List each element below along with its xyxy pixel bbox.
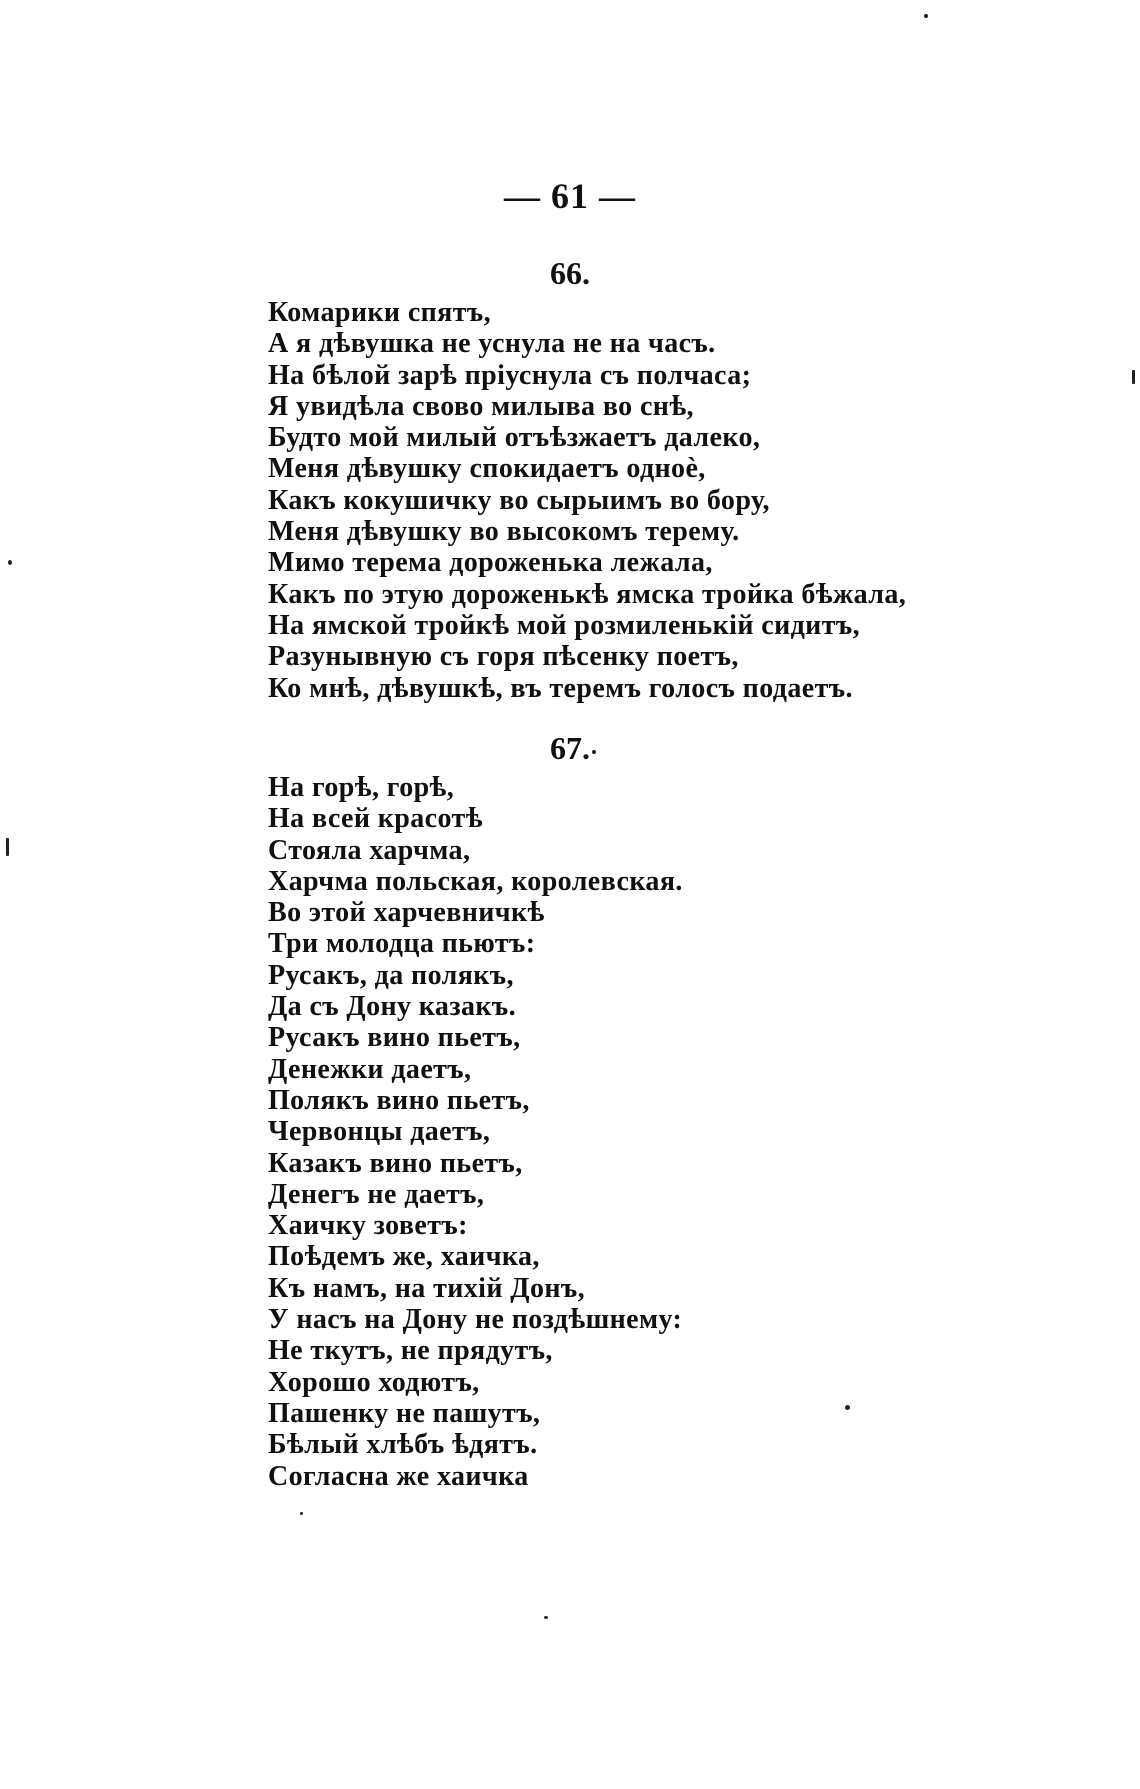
poem-line: Поѣдемъ же, хаичка, xyxy=(268,1241,540,1273)
poem-line: Русакъ вино пьетъ, xyxy=(268,1022,521,1054)
poem-line: Какъ кокушичку во сырыимъ во бору, xyxy=(268,484,770,516)
poem-number: 67. xyxy=(550,730,590,766)
scan-speck xyxy=(845,1405,850,1410)
scan-speck xyxy=(924,14,928,18)
poem-line: Разунывную съ горя пѣсенку поетъ, xyxy=(268,641,739,673)
poem-line: Будто мой милый отъѣзжаетъ далеко, xyxy=(268,422,761,454)
poem-line: Три молодца пьютъ: xyxy=(268,928,536,960)
poem-line: Къ намъ, на тихій Донъ, xyxy=(268,1272,586,1304)
scan-speck xyxy=(1132,370,1135,384)
scan-speck xyxy=(592,750,596,754)
page-number: — 61 — xyxy=(504,176,636,216)
poem-line: На бѣлой зарѣ пріуснула съ полчаса; xyxy=(268,359,752,391)
poem-line: На горѣ, горѣ, xyxy=(268,772,455,803)
poem-line: Во этой харчевничкѣ xyxy=(268,897,545,929)
poem-line: Я увидѣла свово милыва во снѣ, xyxy=(268,390,694,422)
poem-line: Червонцы даетъ, xyxy=(268,1116,491,1148)
scan-speck xyxy=(6,838,9,856)
poem-number: 66. xyxy=(550,255,590,291)
poem-line: Комарики спятъ, xyxy=(268,297,492,328)
poem-text xyxy=(268,297,906,704)
poem-line: На ямской тройкѣ мой розмиленькій сидитъ, xyxy=(268,609,860,641)
poem-line: Да съ Дону казакъ. xyxy=(268,991,517,1023)
poem-line: Полякъ вино пьетъ, xyxy=(268,1084,530,1116)
poem-text xyxy=(268,772,683,1492)
poem-line: Какъ по этую дороженькѣ ямска тройка бѣжала, xyxy=(268,578,907,610)
poem-line: А я дѣвушка не уснула не на часъ. xyxy=(268,328,716,360)
poem-line: Мимо терема дороженька лежала, xyxy=(268,547,713,579)
poem-line: Ко мнѣ, дѣвушкѣ, въ теремъ голосъ подаетъ. xyxy=(268,672,853,704)
poem-line: Денегъ не даетъ, xyxy=(268,1178,485,1210)
poem-line: На всей красотѣ xyxy=(268,803,483,835)
scan-speck xyxy=(8,560,12,565)
poem-line: Меня дѣвушку спокидаетъ одноѐ, xyxy=(268,453,706,485)
poem-line: Денежки даетъ, xyxy=(268,1053,472,1085)
poem-line: Хаичку зоветъ: xyxy=(268,1210,468,1242)
poem-line: Казакъ вино пьетъ, xyxy=(268,1147,523,1179)
poem-line: Хорошо ходютъ, xyxy=(268,1366,480,1398)
poem-line: Пашенку не пашутъ, xyxy=(268,1397,541,1429)
poem-line: Стояла харчма, xyxy=(268,834,471,866)
poem-line: Согласна же хаичка xyxy=(268,1460,529,1492)
poem-line: Бѣлый хлѣбъ ѣдятъ. xyxy=(268,1429,538,1461)
poem-line: Меня дѣвушку во высокомъ терему. xyxy=(268,516,740,548)
scan-speck xyxy=(300,1512,303,1515)
poem-line: У насъ на Дону не поздѣшнему: xyxy=(268,1304,683,1336)
scan-speck xyxy=(544,1616,548,1619)
poem-line: Не ткутъ, не прядутъ, xyxy=(268,1335,553,1367)
poem-line: Харчма польская, королевская. xyxy=(268,865,683,897)
poem-line: Русакъ, да полякъ, xyxy=(268,959,514,991)
